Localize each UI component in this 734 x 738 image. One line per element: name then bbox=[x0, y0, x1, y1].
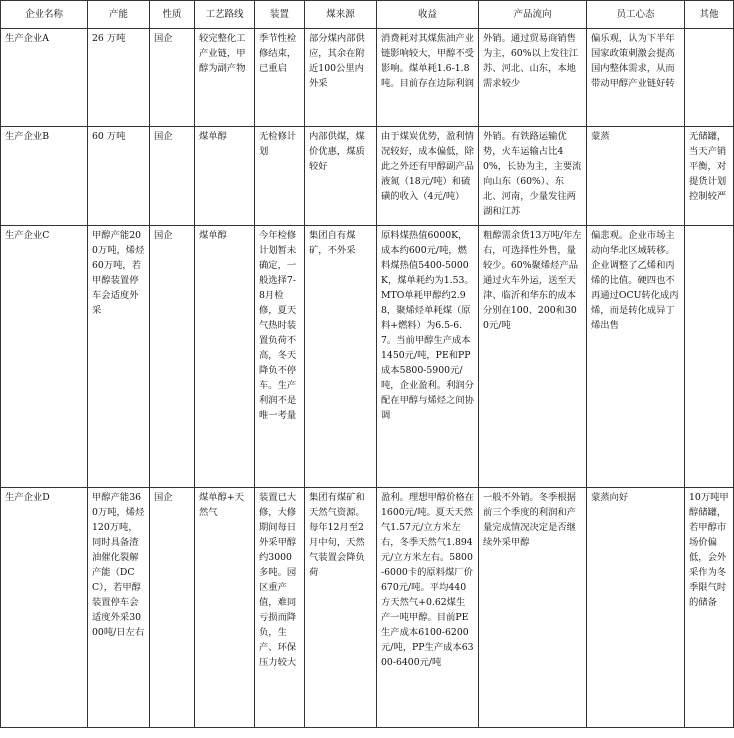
cell-nature: 国企 bbox=[150, 29, 195, 127]
table-row bbox=[1, 226, 734, 488]
table-row bbox=[1, 29, 734, 127]
header-company: 企业名称 bbox=[1, 1, 88, 29]
cell-income: 原料煤热值6000K，成本约600元/吨，燃料煤热值5400-5000K，煤单耗约为1.53。MTO单耗甲醇约2.98，聚烯烃单耗煤（原料+燃料）为6.5-6.7。当前甲醇生产成本1450元/吨，PE和PP成本5800-5900元/吨，企业盈利。利润分配在甲醇与烯烃之间协调 bbox=[377, 226, 479, 488]
cell-other: 10万吨甲醇储罐，若甲醇市场价偏低，会外采作为冬季限气时的储备 bbox=[685, 488, 734, 728]
cell-capacity: 甲醇产能200万吨，烯烃60万吨，若甲醇装置停车会适度外采 bbox=[88, 226, 150, 488]
cell-staff-mood: 偏悲观。企业市场主动向华北区域转移。企业调整了乙烯和丙烯的比值。硬四也不再通过OCU转化成丙烯，而是转化成异丁烯出售 bbox=[587, 226, 685, 488]
cell-coal-source: 集团自有煤矿，不外采 bbox=[305, 226, 377, 488]
cell-product-flow: 粗醇需余货13万吨/年左右，可选择性外售，量较少。60%聚烯烃产品通过火车外运，送至天津、临沂和华东的成本分别在100、200和300元/吨 bbox=[479, 226, 587, 488]
cell-nature: 国企 bbox=[150, 488, 195, 728]
header-capacity: 产能 bbox=[88, 1, 150, 29]
header-staff-mood: 员工心态 bbox=[587, 1, 685, 29]
cell-route: 煤单醇+天然气 bbox=[195, 488, 255, 728]
header-income: 收益 bbox=[377, 1, 479, 29]
cell-capacity: 甲醇产能360万吨，烯烃120万吨，同时具备渣油催化裂解产能（DCC），若甲醇装置停车会适度外采3000吨/日左右 bbox=[88, 488, 150, 728]
cell-device: 季节性检修结束，已重启 bbox=[255, 29, 305, 127]
cell-staff-mood: 蒙蒸向好 bbox=[587, 488, 685, 728]
header-product-flow: 产品流向 bbox=[479, 1, 587, 29]
cell-product-flow: 外销。通过贸易商销售为主，60%以上发往江苏、河北、山东，本地需求较少 bbox=[479, 29, 587, 127]
cell-income: 由于煤炭优势，盈利情况较好，成本偏低，除此之外还有甲醇副产品液氮（18元/吨）和硫磺的收入（4元/吨） bbox=[377, 127, 479, 226]
cell-coal-source: 集团有煤矿和天然气资源。每年12月至2月中旬，天然气装置会降负荷 bbox=[305, 488, 377, 728]
cell-company: 生产企业C bbox=[1, 226, 88, 488]
cell-company: 生产企业D bbox=[1, 488, 88, 728]
cell-device: 今年检修计划暂未确定，一般选择7-8月检修，夏天气热时装置负荷不高，冬天降负不停车。生产利润不是唯一考量 bbox=[255, 226, 305, 488]
header-row bbox=[1, 1, 734, 29]
cell-company: 生产企业B bbox=[1, 127, 88, 226]
table-row bbox=[1, 127, 734, 226]
cell-income: 盈利。理想甲醇价格在1600元/吨。夏天天然气1.57元/立方米左右，冬季天然气1.894元/立方米左右。5800-6000卡的原料煤厂价670元/吨。平均440方天然气+0.62煤生产一吨甲醇。目前PE生产成本6100-6200元/吨，PP生产成本6300-6400元/吨 bbox=[377, 488, 479, 728]
cell-device: 无检修计划 bbox=[255, 127, 305, 226]
cell-product-flow: 一般不外销。冬季根据前三个季度的利润和产量完成情况决定是否继续外采甲醇 bbox=[479, 488, 587, 728]
table-row bbox=[1, 488, 734, 728]
cell-coal-source: 部分煤内部供应，其余在附近100公里内外采 bbox=[305, 29, 377, 127]
cell-staff-mood: 蒙蒸 bbox=[587, 127, 685, 226]
header-other: 其他 bbox=[685, 1, 734, 29]
cell-nature: 国企 bbox=[150, 127, 195, 226]
cell-other bbox=[685, 29, 734, 127]
cell-route: 较完整化工产业链，甲醇为副产物 bbox=[195, 29, 255, 127]
cell-capacity: 60 万吨 bbox=[88, 127, 150, 226]
header-route: 工艺路线 bbox=[195, 1, 255, 29]
cell-device: 装置已大修，大修期间每日外采甲醇约3000多吨。园区重产值，难同亏损而降负，生产、环保压力较大 bbox=[255, 488, 305, 728]
cell-capacity: 26 万吨 bbox=[88, 29, 150, 127]
header-coal-source: 煤来源 bbox=[305, 1, 377, 29]
header-device: 装置 bbox=[255, 1, 305, 29]
cell-staff-mood: 偏乐观，认为下半年国家政策刺激会提高国内整体需求，从而带动甲醇产业链好转 bbox=[587, 29, 685, 127]
cell-company: 生产企业A bbox=[1, 29, 88, 127]
cell-route: 煤单醇 bbox=[195, 226, 255, 488]
cell-income: 消费耗对其煤焦油产业链影响较大，甲醇不受影响。煤单耗1.6-1.8吨。目前存在边际利润 bbox=[377, 29, 479, 127]
cell-other bbox=[685, 226, 734, 488]
cell-nature: 国企 bbox=[150, 226, 195, 488]
header-nature: 性质 bbox=[150, 1, 195, 29]
cell-other: 无储罐，当天产销平衡，对提货计划控制较严 bbox=[685, 127, 734, 226]
cell-route: 煤单醇 bbox=[195, 127, 255, 226]
cell-product-flow: 外销。有铁路运输优势，火车运输占比40%，长协为主，主要流向山东（60%）、东北、河南，少量发往两湖和江苏 bbox=[479, 127, 587, 226]
cell-coal-source: 内部供煤，煤价优惠，煤质较好 bbox=[305, 127, 377, 226]
